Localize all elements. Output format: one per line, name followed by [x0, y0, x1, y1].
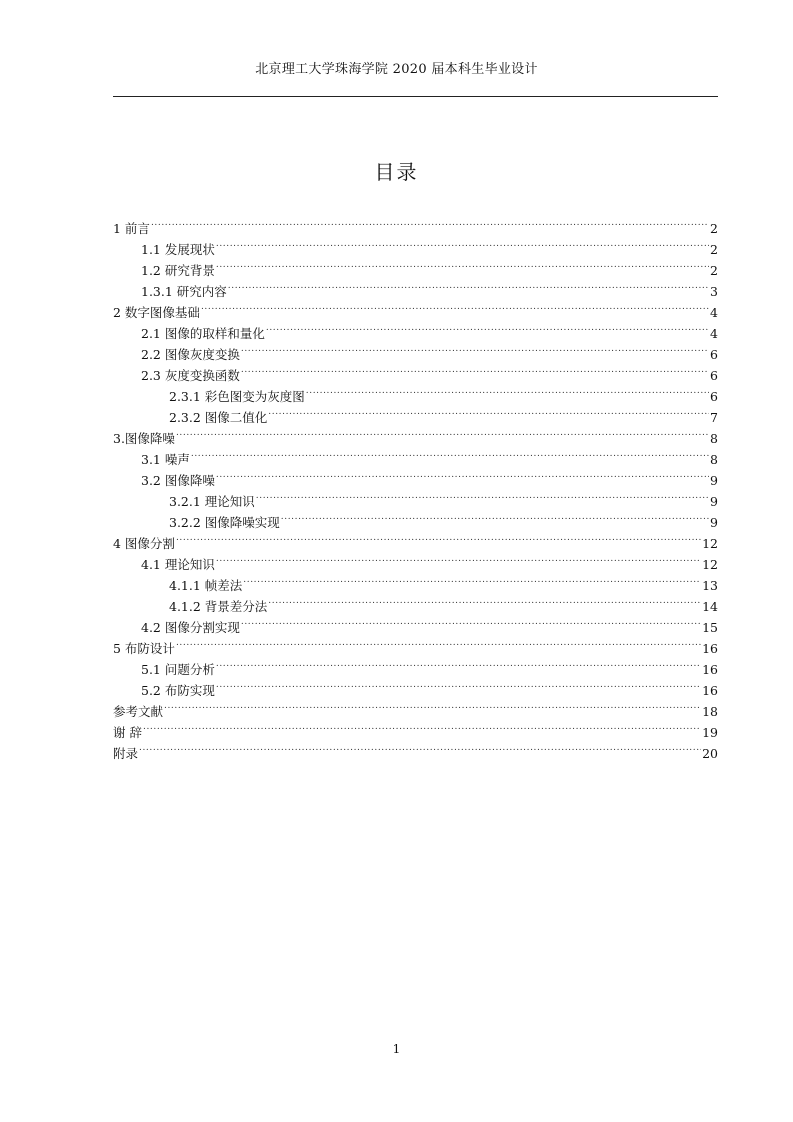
- toc-entry-label: 2.2 图像灰度变换: [141, 347, 240, 362]
- toc-entry-label: 3.2 图像降噪: [141, 473, 215, 488]
- toc-dot-leader: [268, 590, 701, 611]
- toc-entry-label: 2 数字图像基础: [113, 305, 200, 320]
- toc-entry-page: 9: [710, 515, 718, 530]
- toc-entry-label: 谢 辞: [113, 725, 142, 740]
- toc-entry[interactable]: [113, 296, 718, 320]
- toc-entry-label: 4.1 理论知识: [141, 557, 215, 572]
- toc-entry[interactable]: [113, 653, 718, 677]
- toc-entry-label: 附录: [113, 746, 139, 761]
- toc-entry-page: 16: [702, 662, 718, 677]
- toc-entry-page: 8: [710, 431, 718, 446]
- toc-dot-leader: [216, 548, 701, 569]
- toc-entry[interactable]: [113, 527, 718, 551]
- toc-entry-label: 4.1.1 帧差法: [169, 578, 243, 593]
- toc-entry-page: 14: [702, 599, 718, 614]
- toc-entry-page: 7: [710, 410, 718, 425]
- toc-entry-label: 3.2.2 图像降噪实现: [169, 515, 280, 530]
- toc-entry-page: 9: [710, 494, 718, 509]
- toc-entry-page: 20: [702, 746, 718, 761]
- toc-dot-leader: [216, 464, 709, 485]
- toc-entry-page: 15: [702, 620, 718, 635]
- running-header: 北京理工大学珠海学院 2020 届本科生毕业设计: [255, 62, 538, 77]
- toc-dot-leader: [241, 611, 701, 632]
- toc-dot-leader: [216, 653, 701, 674]
- toc-entry-page: 16: [702, 641, 718, 656]
- toc-entry-label: 参考文献: [113, 704, 164, 719]
- toc-dot-leader: [243, 569, 701, 590]
- toc-entry[interactable]: [113, 443, 718, 467]
- toc-entry-label: 5.1 问题分析: [141, 662, 215, 677]
- toc-entry[interactable]: [113, 317, 718, 341]
- toc-entry-page: 19: [702, 725, 718, 740]
- toc-dot-leader: [176, 422, 709, 443]
- toc-entry[interactable]: [113, 548, 718, 572]
- toc-entry-label: 2.3 灰度变换函数: [141, 368, 240, 383]
- toc-entry-label: 4 图像分割: [113, 536, 175, 551]
- toc-dot-leader: [176, 527, 701, 548]
- toc-entry-page: 2: [710, 263, 718, 278]
- toc-dot-leader: [281, 506, 709, 527]
- toc-entry-label: 3.2.1 理论知识: [169, 494, 255, 509]
- toc-entry-page: 3: [710, 284, 718, 299]
- toc-entry-page: 18: [702, 704, 718, 719]
- toc-dot-leader: [191, 443, 709, 464]
- toc-entry-page: 12: [702, 536, 718, 551]
- page-number: 1: [392, 1042, 401, 1056]
- toc-dot-leader: [176, 632, 701, 653]
- toc-entry-page: 12: [702, 557, 718, 572]
- toc-dot-leader: [201, 296, 709, 317]
- toc-entry-label: 1.2 研究背景: [141, 263, 215, 278]
- toc-entry-label: 5.2 布防实现: [141, 683, 215, 698]
- toc-entry-label: 4.2 图像分割实现: [141, 620, 240, 635]
- toc-entry-page: 9: [710, 473, 718, 488]
- toc-entry-page: 2: [710, 242, 718, 257]
- toc-entry-page: 8: [710, 452, 718, 467]
- toc-entry[interactable]: [113, 737, 718, 761]
- toc-dot-leader: [241, 338, 709, 359]
- toc-dot-leader: [241, 359, 709, 380]
- toc-entry[interactable]: [113, 695, 718, 719]
- toc-entry[interactable]: [113, 212, 718, 236]
- toc-dot-leader: [306, 380, 709, 401]
- toc-entry-page: 16: [702, 683, 718, 698]
- toc-dot-leader: [139, 737, 701, 758]
- table-of-contents: [113, 212, 718, 761]
- toc-dot-leader: [268, 401, 709, 422]
- toc-entry-label: 2.3.1 彩色图变为灰度图: [169, 389, 305, 404]
- toc-entry-page: 4: [710, 326, 718, 341]
- toc-dot-leader: [216, 674, 701, 695]
- toc-entry-page: 2: [710, 221, 718, 236]
- toc-dot-leader: [216, 254, 709, 275]
- toc-dot-leader: [216, 233, 709, 254]
- toc-entry[interactable]: [113, 632, 718, 656]
- toc-entry[interactable]: [113, 422, 718, 446]
- toc-entry-label: 1.3.1 研究内容: [141, 284, 227, 299]
- toc-entry[interactable]: [113, 233, 718, 257]
- toc-entry-label: 2.3.2 图像二值化: [169, 410, 268, 425]
- toc-entry-label: 3.图像降噪: [113, 431, 175, 446]
- toc-dot-leader: [228, 275, 709, 296]
- toc-dot-leader: [266, 317, 709, 338]
- toc-dot-leader: [143, 716, 701, 737]
- header-rule: [113, 96, 718, 97]
- toc-entry-label: 5 布防设计: [113, 641, 175, 656]
- toc-dot-leader: [164, 695, 701, 716]
- toc-entry-label: 1.1 发展现状: [141, 242, 215, 257]
- toc-entry[interactable]: [113, 716, 718, 740]
- toc-entry-page: 13: [702, 578, 718, 593]
- toc-dot-leader: [256, 485, 709, 506]
- toc-entry-label: 1 前言: [113, 221, 150, 236]
- toc-entry-page: 4: [710, 305, 718, 320]
- toc-entry-page: 6: [710, 389, 718, 404]
- toc-entry-label: 4.1.2 背景差分法: [169, 599, 268, 614]
- toc-dot-leader: [151, 212, 709, 233]
- toc-title: 目录: [374, 160, 419, 184]
- toc-entry-page: 6: [710, 347, 718, 362]
- toc-entry-label: 3.1 噪声: [141, 452, 190, 467]
- toc-entry-label: 2.1 图像的取样和量化: [141, 326, 265, 341]
- toc-entry[interactable]: [113, 464, 718, 488]
- toc-entry-page: 6: [710, 368, 718, 383]
